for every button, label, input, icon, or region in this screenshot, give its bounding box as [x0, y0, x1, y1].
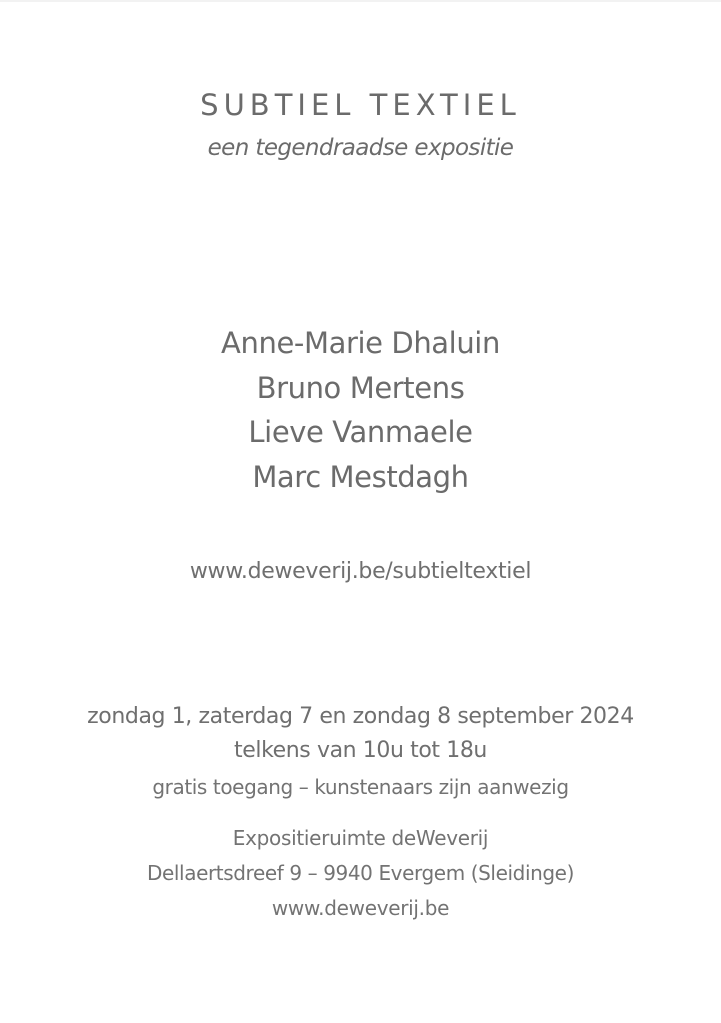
artist-name: Anne-Marie Dhaluin [221, 326, 500, 360]
venue-address: Dellaertsdreef 9 – 9940 Evergem (Sleidinge) [147, 861, 574, 885]
opening-hours: telkens van 10u tot 18u [234, 738, 487, 763]
exhibition-dates: zondag 1, zaterdag 7 en zondag 8 september 2024 [87, 704, 634, 729]
artist-list [0, 321, 721, 499]
venue-name: Expositieruimte deWeverij [232, 826, 489, 850]
artist-name: Bruno Mertens [256, 370, 465, 405]
artist-name: Marc Mestdagh [252, 459, 469, 494]
exhibition-title: SUBTIEL TEXTIEL [200, 88, 521, 122]
page-top-edge [0, 0, 721, 2]
exhibition-website: www.deweverij.be/subtieltextiel [189, 559, 532, 584]
artist-name: Lieve Vanmaele [248, 415, 473, 449]
exhibition-subtitle: een tegendraadse expositie [207, 135, 514, 161]
venue-website: www.deweverij.be [271, 896, 450, 920]
entry-info: gratis toegang – kunstenaars zijn aanwezig [152, 775, 569, 799]
